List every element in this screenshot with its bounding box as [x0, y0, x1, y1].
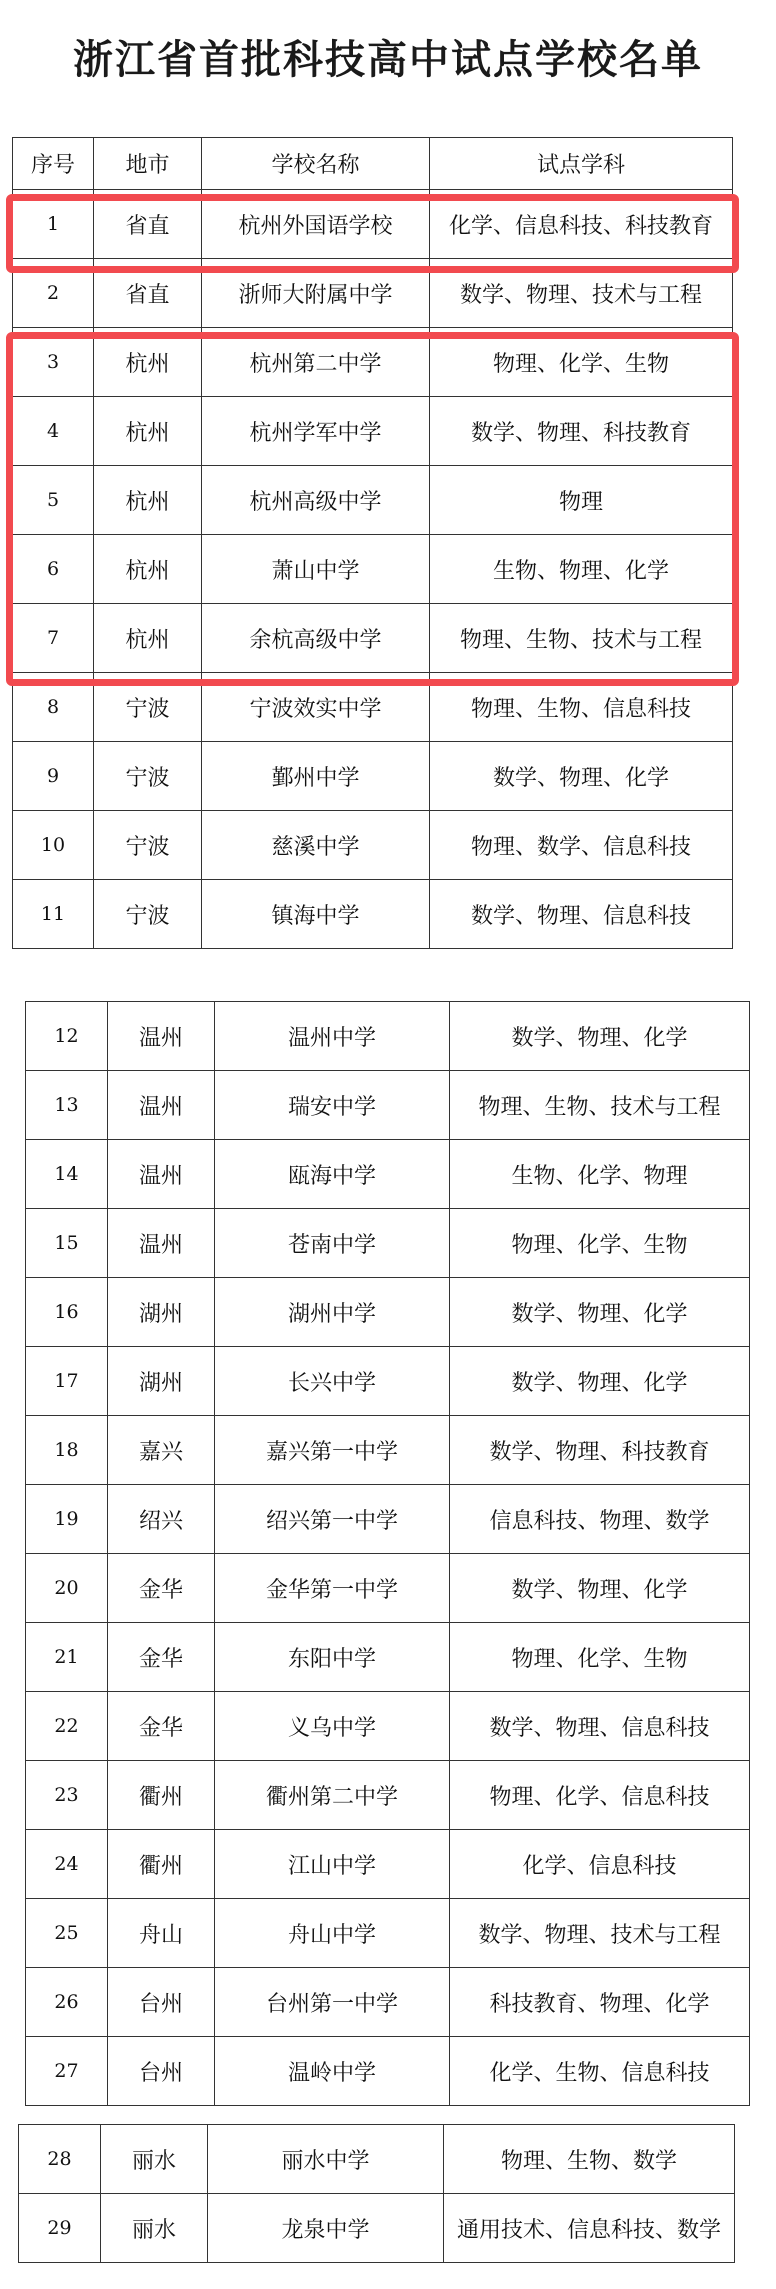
- cell-city: 湖州: [108, 1347, 215, 1416]
- cell-school: 东阳中学: [215, 1623, 450, 1692]
- header-subjects: 试点学科: [430, 138, 733, 190]
- cell-index: 11: [13, 880, 94, 949]
- cell-school: 宁波效实中学: [202, 673, 430, 742]
- cell-city: 杭州: [94, 604, 202, 673]
- cell-city: 省直: [94, 190, 202, 259]
- cell-school: 余杭高级中学: [202, 604, 430, 673]
- table-row: [13, 880, 733, 949]
- cell-school: 鄞州中学: [202, 742, 430, 811]
- cell-subjects: 数学、物理、化学: [450, 1002, 750, 1071]
- cell-index: 8: [13, 673, 94, 742]
- cell-subjects: 生物、物理、化学: [430, 535, 733, 604]
- cell-city: 湖州: [108, 1278, 215, 1347]
- cell-subjects: 数学、物理、化学: [450, 1278, 750, 1347]
- cell-city: 衢州: [108, 1761, 215, 1830]
- cell-index: 5: [13, 466, 94, 535]
- cell-school: 杭州高级中学: [202, 466, 430, 535]
- table-row: [19, 2194, 735, 2263]
- cell-school: 江山中学: [215, 1830, 450, 1899]
- cell-city: 杭州: [94, 535, 202, 604]
- table-row: [13, 259, 733, 328]
- table-row: [26, 1761, 750, 1830]
- table-row: [13, 328, 733, 397]
- cell-index: 18: [26, 1416, 108, 1485]
- cell-city: 绍兴: [108, 1485, 215, 1554]
- cell-subjects: 信息科技、物理、数学: [450, 1485, 750, 1554]
- cell-school: 义乌中学: [215, 1692, 450, 1761]
- cell-city: 杭州: [94, 397, 202, 466]
- cell-subjects: 物理: [430, 466, 733, 535]
- cell-city: 温州: [108, 1140, 215, 1209]
- cell-school: 金华第一中学: [215, 1554, 450, 1623]
- table-row: [26, 1623, 750, 1692]
- table-row: [26, 1278, 750, 1347]
- table-row: [13, 190, 733, 259]
- table-row: [26, 1899, 750, 1968]
- cell-index: 2: [13, 259, 94, 328]
- cell-subjects: 物理、生物、技术与工程: [450, 1071, 750, 1140]
- cell-school: 浙师大附属中学: [202, 259, 430, 328]
- cell-subjects: 化学、信息科技: [450, 1830, 750, 1899]
- cell-index: 9: [13, 742, 94, 811]
- cell-city: 省直: [94, 259, 202, 328]
- cell-subjects: 数学、物理、化学: [450, 1554, 750, 1623]
- table-row: [13, 466, 733, 535]
- cell-subjects: 数学、物理、化学: [430, 742, 733, 811]
- cell-subjects: 数学、物理、技术与工程: [450, 1899, 750, 1968]
- table-row: [26, 1002, 750, 1071]
- cell-school: 杭州学军中学: [202, 397, 430, 466]
- cell-city: 宁波: [94, 880, 202, 949]
- cell-city: 宁波: [94, 742, 202, 811]
- cell-subjects: 生物、化学、物理: [450, 1140, 750, 1209]
- table-row: [26, 1140, 750, 1209]
- table-body: [19, 2125, 735, 2263]
- cell-index: 14: [26, 1140, 108, 1209]
- cell-school: 镇海中学: [202, 880, 430, 949]
- cell-school: 长兴中学: [215, 1347, 450, 1416]
- cell-city: 温州: [108, 1209, 215, 1278]
- cell-school: 丽水中学: [208, 2125, 444, 2194]
- school-table-part-1: [12, 137, 733, 949]
- cell-subjects: 科技教育、物理、化学: [450, 1968, 750, 2037]
- table-row: [26, 1416, 750, 1485]
- table-header-row: [13, 138, 733, 190]
- cell-index: 26: [26, 1968, 108, 2037]
- cell-subjects: 数学、物理、技术与工程: [430, 259, 733, 328]
- cell-index: 15: [26, 1209, 108, 1278]
- cell-city: 金华: [108, 1623, 215, 1692]
- cell-subjects: 数学、物理、科技教育: [430, 397, 733, 466]
- cell-city: 衢州: [108, 1830, 215, 1899]
- cell-school: 台州第一中学: [215, 1968, 450, 2037]
- cell-index: 10: [13, 811, 94, 880]
- table-row: [26, 1071, 750, 1140]
- cell-subjects: 物理、化学、生物: [450, 1209, 750, 1278]
- cell-index: 29: [19, 2194, 101, 2263]
- cell-school: 龙泉中学: [208, 2194, 444, 2263]
- cell-school: 苍南中学: [215, 1209, 450, 1278]
- cell-city: 舟山: [108, 1899, 215, 1968]
- cell-subjects: 化学、生物、信息科技: [450, 2037, 750, 2106]
- cell-school: 杭州外国语学校: [202, 190, 430, 259]
- cell-index: 22: [26, 1692, 108, 1761]
- table-row: [13, 604, 733, 673]
- cell-city: 金华: [108, 1692, 215, 1761]
- header-city: 地市: [94, 138, 202, 190]
- table-row: [13, 811, 733, 880]
- cell-subjects: 化学、信息科技、科技教育: [430, 190, 733, 259]
- cell-index: 17: [26, 1347, 108, 1416]
- cell-school: 慈溪中学: [202, 811, 430, 880]
- cell-school: 绍兴第一中学: [215, 1485, 450, 1554]
- cell-city: 温州: [108, 1002, 215, 1071]
- cell-school: 湖州中学: [215, 1278, 450, 1347]
- cell-city: 丽水: [101, 2125, 208, 2194]
- cell-index: 13: [26, 1071, 108, 1140]
- header-school: 学校名称: [202, 138, 430, 190]
- cell-subjects: 物理、生物、信息科技: [430, 673, 733, 742]
- cell-subjects: 物理、化学、信息科技: [450, 1761, 750, 1830]
- cell-index: 24: [26, 1830, 108, 1899]
- cell-city: 金华: [108, 1554, 215, 1623]
- cell-index: 1: [13, 190, 94, 259]
- cell-school: 嘉兴第一中学: [215, 1416, 450, 1485]
- cell-subjects: 数学、物理、信息科技: [450, 1692, 750, 1761]
- cell-city: 台州: [108, 2037, 215, 2106]
- table-row: [19, 2125, 735, 2194]
- cell-index: 20: [26, 1554, 108, 1623]
- cell-index: 16: [26, 1278, 108, 1347]
- table-row: [13, 673, 733, 742]
- table-row: [26, 1485, 750, 1554]
- cell-subjects: 物理、化学、生物: [450, 1623, 750, 1692]
- cell-subjects: 数学、物理、信息科技: [430, 880, 733, 949]
- cell-index: 3: [13, 328, 94, 397]
- cell-subjects: 数学、物理、科技教育: [450, 1416, 750, 1485]
- cell-subjects: 数学、物理、化学: [450, 1347, 750, 1416]
- table-row: [26, 1692, 750, 1761]
- cell-index: 23: [26, 1761, 108, 1830]
- cell-index: 4: [13, 397, 94, 466]
- cell-city: 宁波: [94, 811, 202, 880]
- cell-city: 丽水: [101, 2194, 208, 2263]
- table-body: [13, 190, 733, 949]
- cell-index: 28: [19, 2125, 101, 2194]
- cell-school: 温岭中学: [215, 2037, 450, 2106]
- cell-city: 杭州: [94, 328, 202, 397]
- cell-city: 杭州: [94, 466, 202, 535]
- cell-school: 温州中学: [215, 1002, 450, 1071]
- table-row: [26, 1209, 750, 1278]
- table-row: [26, 1968, 750, 2037]
- table-row: [13, 397, 733, 466]
- cell-index: 12: [26, 1002, 108, 1071]
- cell-city: 温州: [108, 1071, 215, 1140]
- table-row: [26, 1347, 750, 1416]
- cell-subjects: 物理、化学、生物: [430, 328, 733, 397]
- cell-school: 瑞安中学: [215, 1071, 450, 1140]
- cell-index: 27: [26, 2037, 108, 2106]
- cell-school: 舟山中学: [215, 1899, 450, 1968]
- cell-subjects: 物理、生物、数学: [444, 2125, 735, 2194]
- table-body: [26, 1002, 750, 2106]
- cell-school: 杭州第二中学: [202, 328, 430, 397]
- cell-city: 宁波: [94, 673, 202, 742]
- header-index: 序号: [13, 138, 94, 190]
- cell-index: 19: [26, 1485, 108, 1554]
- table-row: [26, 1554, 750, 1623]
- cell-city: 台州: [108, 1968, 215, 2037]
- cell-index: 6: [13, 535, 94, 604]
- school-table-part-3: [18, 2124, 735, 2263]
- table-row: [13, 742, 733, 811]
- table-row: [26, 1830, 750, 1899]
- cell-subjects: 通用技术、信息科技、数学: [444, 2194, 735, 2263]
- table-row: [13, 535, 733, 604]
- cell-index: 25: [26, 1899, 108, 1968]
- cell-subjects: 物理、数学、信息科技: [430, 811, 733, 880]
- cell-city: 嘉兴: [108, 1416, 215, 1485]
- cell-subjects: 物理、生物、技术与工程: [430, 604, 733, 673]
- cell-school: 萧山中学: [202, 535, 430, 604]
- cell-school: 衢州第二中学: [215, 1761, 450, 1830]
- school-table-part-2: [25, 1001, 750, 2106]
- cell-index: 7: [13, 604, 94, 673]
- page-title: 浙江省首批科技高中试点学校名单: [73, 37, 703, 83]
- cell-index: 21: [26, 1623, 108, 1692]
- table-row: [26, 2037, 750, 2106]
- cell-school: 瓯海中学: [215, 1140, 450, 1209]
